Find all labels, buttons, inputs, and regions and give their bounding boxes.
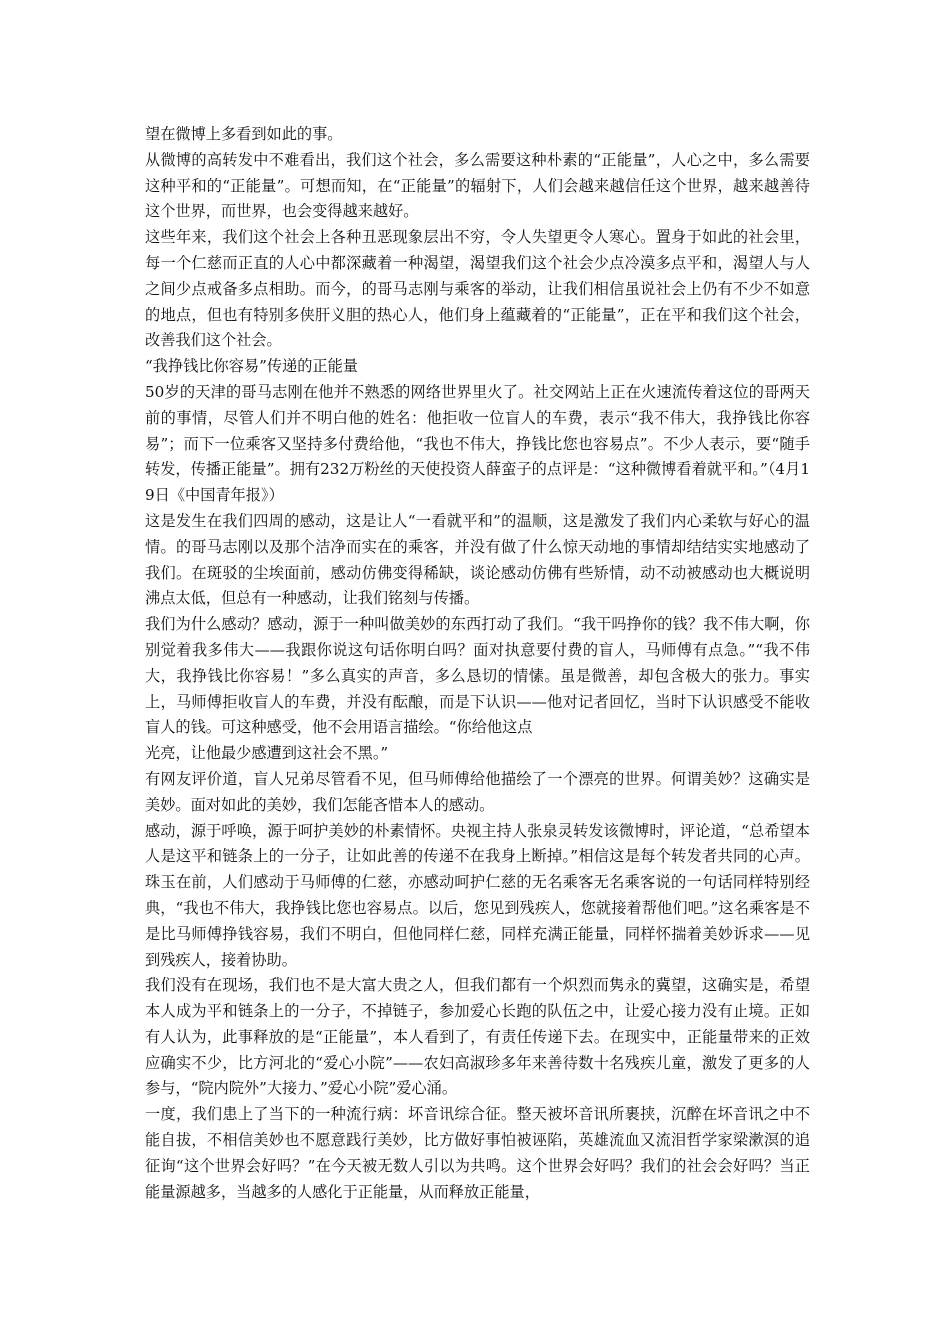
document-page (145, 122, 810, 1205)
paragraph-11: 一度，我们患上了当下的一种流行病：坏音讯综合征。整天被坏音讯所裹挟，沉醉在坏音讯之中不能自拔，不相信美妙也不愿意践行美妙，比方做好事怕被诬陷，英雄流血又流泪哲学家梁漱溟的追征询“这个世界会好吗？”在今天被无数人引以为共鸣。这个世界会好吗？我们的社会会好吗？当正能量源越多，当越多的人感化于正能量，从而释放正能量， (145, 1105, 810, 1201)
paragraph-9: 感动，源于呼唤，源于呵护美妙的朴素情怀。央视主持人张泉灵转发该微博时，评论道，“总希望本人是这平和链条上的一分子，让如此善的传递不在我身上断掉。”相信这是每个转发者共同的心声。珠玉在前，人们感动于马师傅的仁慈，亦感动呵护仁慈的无名乘客无名乘客说的一句话同样特别经典，“我也不伟大，我挣钱比您也容易点。以后，您见到残疾人，您就接着帮他们吧。”这名乘客是不是比马师傅挣钱容易，我们不明白，但他同样仁慈，同样充满正能量，同样怀揣着美妙诉求——见到残疾人，接着协助。 (145, 821, 810, 969)
paragraph-7: 光亮，让他最少感遭到这社会不黑。” (145, 744, 389, 763)
paragraph-10: 我们没有在现场，我们也不是大富大贵之人，但我们都有一个炽烈而隽永的冀望，这确实是，希望本人成为平和链条上的一分子，不掉链子，参加爱心长跑的队伍之中，让爱心接力没有止境。正如有人认为，此事释放的是“正能量”，本人看到了，有责任传递下去。在现实中，正能量带来的正效应确实不少，比方河北的“爱心小院”——农妇高淑珍多年来善待数十名残疾儿童，激发了更多的人参与，“院内院外”大接力、”爱心小院”爱心涌。 (145, 976, 810, 1098)
section-heading: “我挣钱比你容易”传递的正能量 (145, 357, 358, 376)
paragraph-3: 这些年来，我们这个社会上各种丑恶现象层出不穷，令人失望更令人寒心。置身于如此的社会里，每一个仁慈而正直的人心中都深藏着一种渴望，渴望我们这个社会少点冷漠多点平和，渴望人与人之间少点戒备多点相助。而今，的哥马志刚与乘客的举动，让我们相信虽说社会上仍有不少不如意的地点，但也有特别多侠肝义胆的热心人，他们身上蕴藏着的“正能量”，正在平和我们这个社会，改善我们这个社会。 (145, 228, 810, 350)
paragraph-5: 这是发生在我们四周的感动，这是让人“一看就平和”的温顺，这是激发了我们内心柔软与好心的温情。的哥马志刚以及那个洁净而实在的乘客，并没有做了什么惊天动地的事情却结结实实地感动了我们。在斑驳的尘埃面前，感动仿佛变得稀缺，谈论感动仿佛有些矫情，动不动被感动也大概说明沸点太低，但总有一种感动，让我们铭刻与传播。 (145, 511, 810, 608)
paragraph-6: 我们为什么感动？感动，源于一种叫做美妙的东西打动了我们。“我干吗挣你的钱？我不伟大啊，你别觉着我多伟大——我跟你说这句话你明白吗？面对执意要付费的盲人，马师傅有点急。”“我不伟大，我挣钱比你容易！”多么真实的声音，多么恳切的情愫。虽是微善，却包含极大的张力。事实上，马师傅拒收盲人的车费，并没有酝酿，而是下认识——他对记者回忆，当时下认识感受不能收盲人的钱。可这种感受，他不会用语言描绘。“你给他这点 (145, 615, 810, 737)
paragraph-8: 有网友评价道，盲人兄弟尽管看不见，但马师傅给他描绘了一个漂亮的世界。何谓美妙？这确实是美妙。面对如此的美妙，我们怎能吝惜本人的感动。 (145, 769, 810, 814)
paragraph-1: 望在微博上多看到如此的事。 (145, 125, 343, 143)
paragraph-4: 50岁的天津的哥马志刚在他并不熟悉的网络世界里火了。社交网站上正在火速流传着这位的哥两天前的事情，尽管人们并不明白他的姓名：他拒收一位盲人的车费，表示“我不伟大，我挣钱比你容易”；而下一位乘客又坚持多付费给他，“我也不伟大，挣钱比您也容易点”。不少人表示，要“随手转发，传播正能量”。拥有232万粉丝的天使投资人薛蛮子的点评是：“这种微博看着就平和。”（4月19日《中国青年报》） (145, 382, 810, 505)
paragraph-2: 从微博的高转发中不难看出，我们这个社会，多么需要这种朴素的“正能量”，人心之中，多么需要这种平和的“正能量”。可想而知，在“正能量”的辐射下，人们会越来越信任这个世界，越来越善待这个世界，而世界，也会变得越来越好。 (145, 150, 810, 221)
